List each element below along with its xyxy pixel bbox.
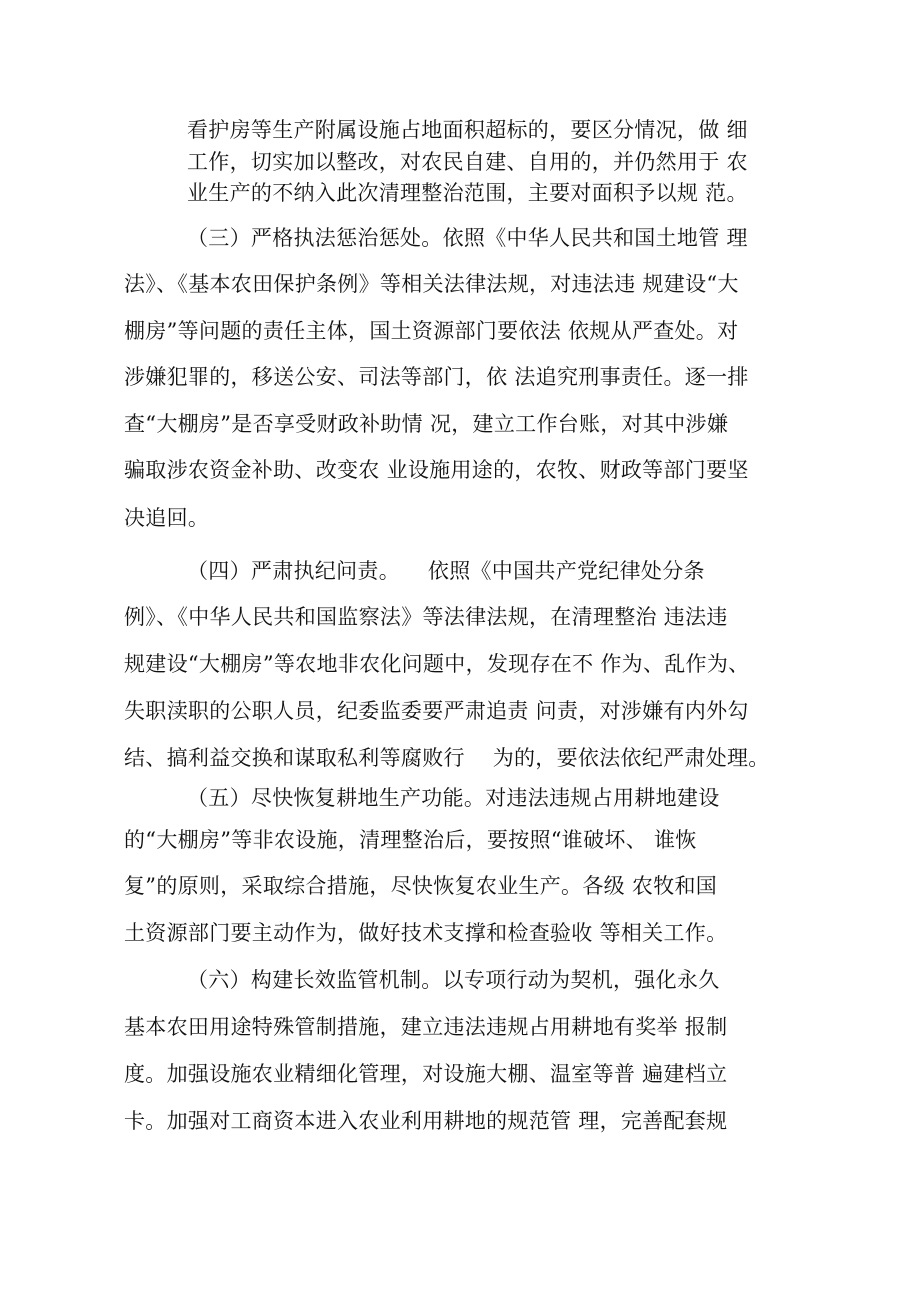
text-line: 土资源部门要主动作为，做好技术支撑和检查验收 等相关工作。 [124,921,728,945]
text-line: 度。加强设施农业精细化管理，对设施大棚、温室等普 遍建档立 [124,1062,728,1086]
text-line: 看护房等生产附属设施占地面积超标的，要区分情况，做 细 [187,118,748,142]
text-line: 卡。加强对工商资本进入农业利用耕地的规范管 理，完善配套规 [124,1109,728,1133]
text-line: 查“大棚房”是否享受财政补助情 况，建立工作台账，对其中涉嫌 [124,412,729,436]
text-line: 棚房”等问题的责任主体，国土资源部门要依法 依规从严查处。对 [124,319,739,343]
section-heading-6: （六）构建长效监管机制。以专项行动为契机，强化永久 [187,968,720,992]
text-line: 决追回。 [124,506,210,530]
text-line: 骗取涉农资金补助、改变农 业设施用途的，农牧、财政等部门要坚 [124,458,749,482]
text-line: 业生产的不纳入此次清理整治范围，主要对面积予以规 范。 [187,181,748,205]
text-line: 例》、《中华人民共和国监察法》等法律法规，在清理整治 违法违 [124,605,728,629]
text-line: 结、搞利益交换和谋取私利等腐败行 为的，要依法依纪严肃处理。 [124,746,770,770]
text-line: 基本农田用途特殊管制措施，建立违法违规占用耕地有奖举 报制 [124,1015,728,1039]
text-line: 复”的原则，采取综合措施，尽快恢复农业生产。各级 农牧和国 [124,874,718,898]
text-line: 工作，切实加以整改，对农民自建、自用的，并仍然用于 农 [187,150,748,174]
text-line: 失职渎职的公职人员，纪委监委要严肃追责 问责，对涉嫌有内外勾 [124,699,749,723]
section-heading-5: （五）尽快恢复耕地生产功能。对违法违规占用耕地建设 [187,786,720,810]
text-line: 法》、《基本农田保护条例》等相关法律法规，对违法违 规建设“大 [124,272,739,296]
section-heading-4: （四）严肃执纪问责。 依照《中国共产党纪律处分条 [187,559,705,583]
text-line: 的“大棚房”等非农设施，清理整治后，要按照“谁破坏、 谁恢 [124,828,697,852]
text-line: 涉嫌犯罪的，移送公安、司法等部门，依 法追究刑事责任。逐一排 [124,365,749,389]
section-heading-3: （三）严格执法惩治惩处。依照《中华人民共和国土地管 理 [187,226,748,250]
text-line: 规建设“大棚房”等农地非农化问题中，发现存在不 作为、乱作为、 [124,652,750,676]
